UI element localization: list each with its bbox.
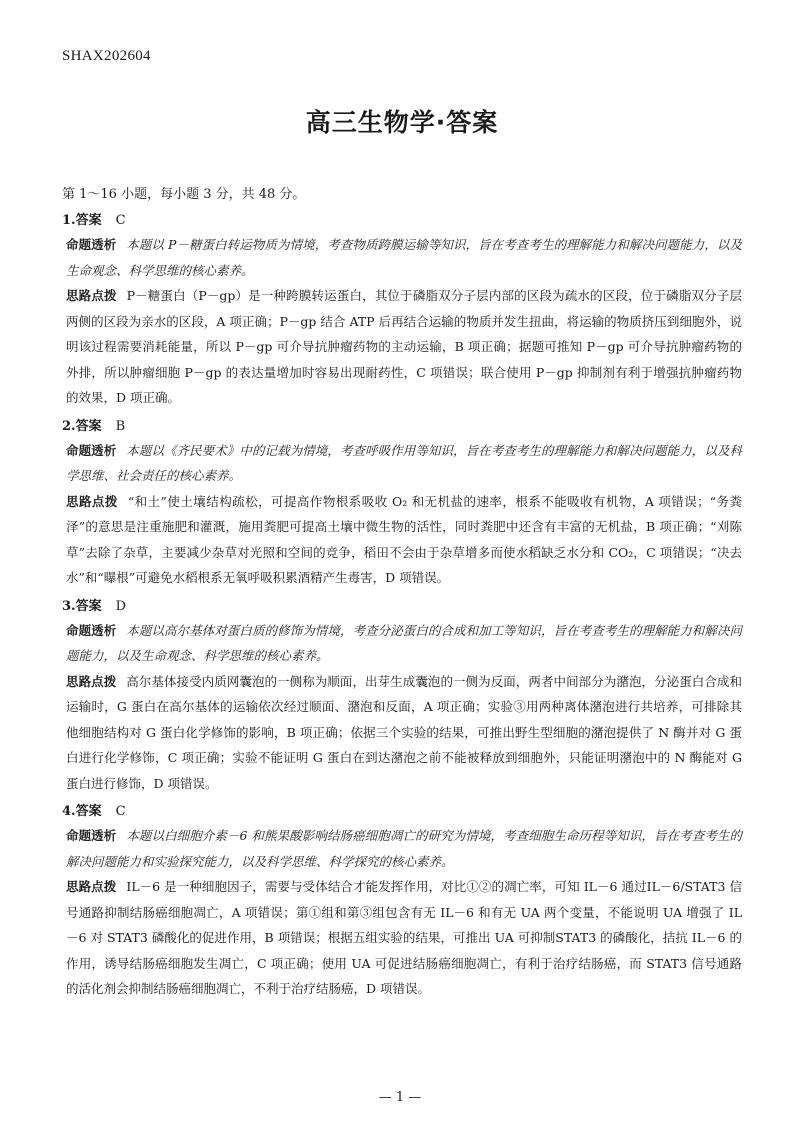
- thinking-text: 高尔基体接受内质网囊泡的一侧称为顺面，出芽生成囊泡的一侧为反面，两者中间部分为潴泡，分泌蛋白合成和运输时，G 蛋白在高尔基体的运输依次经过顺面、潴泡和反面，A 项正确；实验③用两种离体潴泡进行共培养，可排除其他细胞结构对 G 蛋白化学修饰的影响，B 项正确；依据三个实验的结果，可推出野生型细胞的潴泡提供了 N 酶并对 G 蛋白进行化学修饰，C 项正确；实验不能证明 G 蛋白在到达潴泡之前不能被释放到细胞外，只能证明潴泡中的 N 酶能对 G 蛋白进行修饰，D 项错误。: [66, 673, 742, 791]
- thinking-label: 思路点拨: [66, 673, 117, 689]
- page-title: 高三生物学·答案: [305, 108, 499, 137]
- question-block: [62, 801, 742, 1002]
- answer-label: 答案: [75, 418, 102, 434]
- analysis-label: 命题透析: [66, 622, 117, 638]
- answer-choice: C: [115, 213, 126, 228]
- answer-choice: D: [115, 598, 127, 614]
- analysis-paragraph: [62, 618, 742, 669]
- question-block: [62, 596, 742, 797]
- question-list: [62, 210, 742, 1002]
- thinking-label: 思路点拨: [66, 879, 117, 894]
- document-code: SHAX202604: [62, 48, 151, 64]
- analysis-paragraph: [62, 232, 742, 283]
- analysis-text: 本题以白细胞介素－6 和熊果酸影响结肠癌细胞凋亡的研究为情境，考查细胞生命历程等知识，旨在考查考生的解决问题能力和实验探究能力，以及科学思维、科学探究的核心素养。: [66, 828, 742, 869]
- question-number: 2.: [62, 418, 76, 434]
- question-answer-line: [62, 596, 742, 618]
- question-block: [62, 416, 742, 591]
- question-answer-line: [62, 416, 742, 438]
- thinking-paragraph: [62, 489, 742, 591]
- analysis-text: 本题以高尔基体对蛋白质的修饰为情境，考查分泌蛋白的合成和加工等知识，旨在考查考生的理解能力和解决问题能力，以及生命观念、科学思维的核心素养。: [66, 622, 742, 663]
- answer-label: 答案: [75, 804, 102, 819]
- analysis-paragraph: [62, 823, 742, 874]
- analysis-label: 命题透析: [66, 237, 117, 252]
- thinking-paragraph: [62, 874, 742, 1002]
- analysis-text: 本题以 P－糖蛋白转运物质为情境，考查物质跨膜运输等知识，旨在考查考生的理解能力和解决问题能力，以及生命观念、科学思维的核心素养。: [66, 237, 742, 278]
- thinking-text: IL－6 是一种细胞因子，需要与受体结合才能发挥作用，对比①②的凋亡率，可知 IL－6 通过IL－6/STAT3 信号通路抑制结肠癌细胞凋亡，A 项错误；第①组和第③组包含有无 IL－6 和有无 UA 两个变量，不能说明 UA 增强了 IL－6 对 STAT3 磷酸化的促进作用，B 项错误；根据五组实验的结果，可推出 UA 可抑制STAT3 的磷酸化，拮抗 IL－6 的作用，诱导结肠癌细胞发生凋亡，C 项正确；使用 UA 可促进结肠癌细胞凋亡，有利于治疗结肠癌，而 STAT3 信号通路的活化剂会抑制结肠癌细胞凋亡，不利于治疗结肠癌，D 项错误。: [66, 879, 742, 996]
- answer-choice: B: [115, 418, 126, 434]
- thinking-text: P－糖蛋白（P－gp）是一种跨膜转运蛋白，其位于磷脂双分子层内部的区段为疏水的区段，位于磷脂双分子层两侧的区段为亲水的区段，A 项正确；P－gp 结合 ATP 后再结合运输的物质并发生扭曲，将运输的物质挤压到细胞外，说明该过程需要消耗能量，所以 P－gp 可介导抗肿瘤药物的主动运输，B 项正确；据题可推知 P－gp 可介导抗肿瘤药物的外排，所以肿瘤细胞 P－gp 的表达量增加时容易出现耐药性，C 项错误；联合使用 P－gp 抑制剂有利于增强抗肿瘤药物的效果，D 项正确。: [66, 288, 742, 405]
- question-answer-line: [62, 210, 742, 232]
- question-number: 3.: [62, 598, 76, 614]
- analysis-label: 命题透析: [66, 442, 117, 458]
- thinking-paragraph: [62, 283, 742, 411]
- section-intro: 第 1～16 小题，每小题 3 分，共 48 分。: [62, 187, 306, 202]
- answer-label: 答案: [75, 213, 102, 228]
- thinking-paragraph: [62, 669, 742, 797]
- question-answer-line: [62, 801, 742, 823]
- question-number: 1.: [62, 213, 76, 228]
- question-block: [62, 210, 742, 411]
- analysis-label: 命题透析: [66, 828, 117, 843]
- answer-choice: C: [115, 804, 126, 819]
- page-number: — 1 —: [378, 1090, 422, 1105]
- answer-label: 答案: [75, 598, 102, 614]
- thinking-text: “和土”使土壤结构疏松，可提高作物根系吸收 O₂ 和无机盐的速率，根系不能吸收有机物，A 项错误；“务粪泽”的意思是注重施肥和灌溉，施用粪肥可提高土壤中微生物的活性，同时粪肥中还含有丰富的无机盐，B 项正确；“刈陈草”去除了杂草，主要减少杂草对光照和空间的竞争，稻田不会由于杂草增多而使水稻缺乏水分和 CO₂，C 项错误；“决去水”和“曝根”可避免水稻根系无氧呼吸积累酒精产生毒害，D 项错误。: [66, 493, 742, 585]
- thinking-label: 思路点拨: [66, 288, 117, 303]
- question-number: 4.: [62, 804, 76, 819]
- analysis-text: 本题以《齐民要术》中的记载为情境，考查呼吸作用等知识，旨在考查考生的理解能力和解决问题能力，以及科学思维、社会责任的核心素养。: [66, 442, 742, 483]
- thinking-label: 思路点拨: [66, 493, 118, 509]
- analysis-paragraph: [62, 438, 742, 489]
